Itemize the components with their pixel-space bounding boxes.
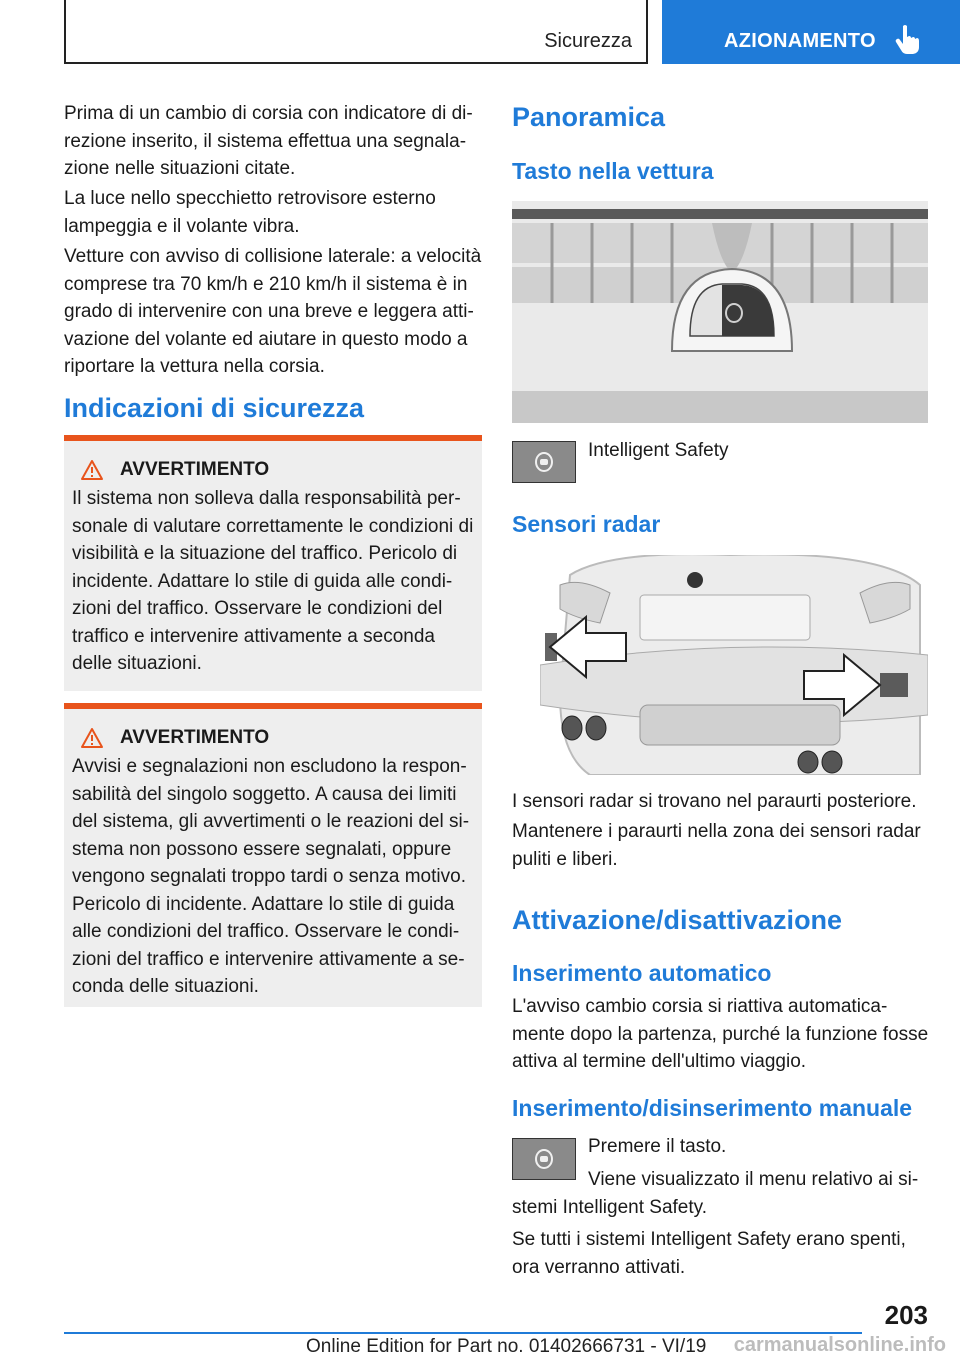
watermark: carmanualsonline.info: [733, 1334, 946, 1356]
auto-activation-paragraph: L'avviso cambio corsia si riattiva automaticamente dopo la partenza, purché la funzione fosse attiva al termine dell'ultimo viaggio.: [512, 996, 929, 1072]
heading-activation: Attivazione/disattivazione: [512, 905, 843, 935]
heading-manual-activation: Inserimento/disinserimento manuale: [512, 1095, 913, 1121]
button-caption: Intelligent Safety: [588, 440, 729, 461]
warning-2-title: AVVERTIMENTO: [120, 727, 270, 748]
car-rear-illustration: [540, 555, 928, 775]
warning-box-1: [64, 435, 482, 691]
intro-paragraph-1: Prima di un cambio di corsia con indicatore di direzione inserito, il sistema effettua una segnalazione nelle situazioni citate.: [64, 103, 473, 179]
warning-triangle-icon: [80, 459, 104, 481]
warning-2-text: Avvisi e segnalazioni non escludono la responsabilità del singolo soggetto. A causa dei limiti del sistema, gli avvertimenti o le reazioni del sistema non possono essere segnalati, oppure vengono segnalati troppo tardi o senza motivo. Pericolo di incidente. Adattare lo stile di guida alle condizioni del traffico. Osservare le condizioni del traffico e intervenire attivamente a seconda delle situazioni.: [72, 756, 470, 997]
warning-1-title: AVVERTIMENTO: [120, 459, 270, 480]
manual-step-3: Se tutti i sistemi Intelligent Safety erano spenti, ora verranno attivati.: [512, 1229, 906, 1278]
manual-step-1: Premere il tasto.: [588, 1136, 727, 1157]
heading-radar-sensors: Sensori radar: [512, 511, 661, 537]
manual-step-2: Viene visualizzato il menu relativo ai sistemi Intelligent Safety.: [512, 1169, 919, 1218]
dashboard-button-illustration: [512, 201, 928, 423]
header-section-label: Sicurezza: [544, 30, 632, 52]
page-number: 203: [884, 1300, 928, 1330]
heading-auto-activation: Inserimento automatico: [512, 960, 772, 986]
heading-button-in-car: Tasto nella vettura: [512, 158, 714, 184]
header-chapter-tab: [662, 0, 960, 64]
intro-paragraph-2: La luce nello specchietto retrovisore esterno lampeggia e il volante vibra.: [64, 188, 436, 237]
heading-safety-notes: Indicazioni di sicurezza: [64, 393, 365, 423]
warning-1-text: Il sistema non solleva dalla responsabilità personale di valutare correttamente le condizioni di visibilità e la situazione del traffico. Pericolo di incidente. Adattare lo stile di guida alle condizioni del traffico. Osservare le condizioni del traffico e intervenire attivamente a seconda delle situazioni.: [72, 488, 474, 674]
header-chapter-label: AZIONAMENTO: [724, 30, 876, 52]
pointing-hand-icon: [894, 24, 920, 54]
warning-box-2: [64, 703, 482, 1007]
intro-paragraph-3: Vetture con avviso di collisione laterale: a velocità comprese tra 70 km/h e 210 km/h il sistema è in grado di intervenire con una breve e leggera attivazione del volante ed aiutare in questo modo a riportare la vettura nella corsia.: [64, 246, 482, 377]
radar-paragraph-2: Mantenere i paraurti nella zona dei sensori radar puliti e liberi.: [512, 821, 921, 870]
warning-triangle-icon: [80, 727, 104, 749]
footer-edition-text: Online Edition for Part no. 01402666731 - VI/19: [306, 1336, 707, 1357]
radar-paragraph-1: I sensori radar si trovano nel paraurti posteriore.: [512, 791, 917, 812]
header-section-box: [64, 0, 648, 64]
intelligent-safety-button-icon: [512, 441, 576, 483]
heading-overview: Panoramica: [512, 102, 666, 132]
